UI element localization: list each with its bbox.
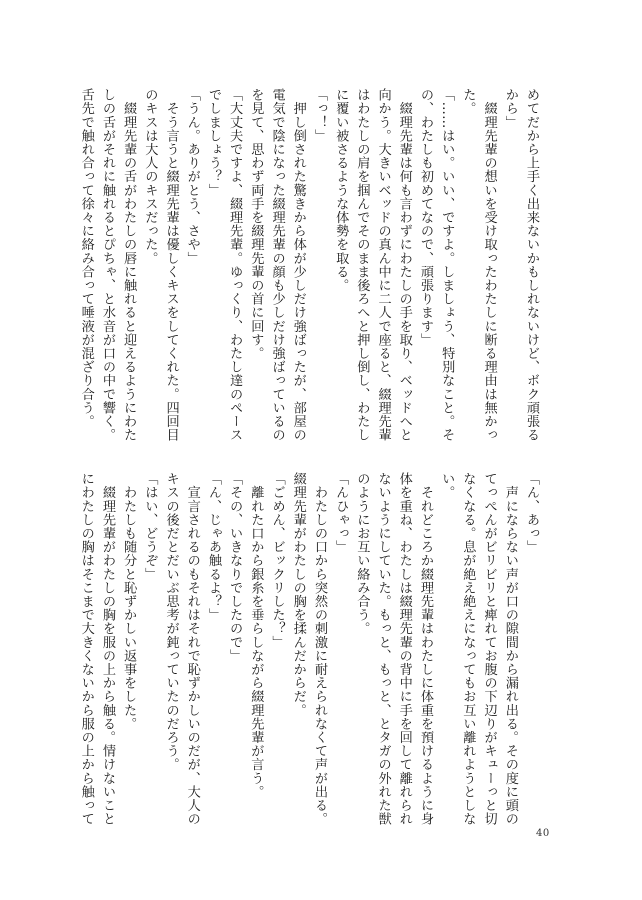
text-line: 「ん、じゃあ触るよ？」 bbox=[205, 472, 221, 622]
page-number: 40 bbox=[536, 828, 550, 839]
text-line: を見て、思わず両手を綴理先輩の首に回す。 bbox=[248, 88, 264, 360]
text-line: しの舌がそれに触れるとぴちゃ、と水音が口の中で響く。 bbox=[99, 88, 115, 442]
text-line: キスの後だとだいぶ思考が鈍っていたのだろう。 bbox=[163, 472, 179, 772]
text-line: ないようにしていた。もっと、もっと、とタガの外れた獣 bbox=[375, 472, 391, 826]
text-line: 「っ！」 bbox=[311, 88, 327, 143]
text-line: 声にならない声が口の隙間から漏れ出る。その度に頭の bbox=[502, 472, 518, 826]
text-line: 綴理先輩がわたしの胸を揉んだからだ。 bbox=[290, 472, 306, 717]
text-line: 「大丈夫ですよ、綴理先輩。ゆっくり、わたし達のペース bbox=[227, 88, 243, 442]
text-line: 舌先で触れ合って徐々に絡み合って唾液が混ざり合う。 bbox=[78, 88, 94, 428]
text-line: 綴理先輩の想いを受け取ったわたしに断る理由は無かっ bbox=[481, 88, 497, 442]
text-line: 綴理先輩の舌がわたしの唇に触れると迎えるようにわた bbox=[121, 88, 137, 442]
text-line: 「……はい。いい、ですよ。しましょう、特別なこと。そ bbox=[439, 88, 455, 442]
text-line: 押し倒された驚きから体が少しだけ強ばったが、部屋の bbox=[290, 88, 306, 442]
text-block-bottom bbox=[78, 472, 542, 826]
text-line: た。 bbox=[460, 88, 476, 116]
text-line: に覆い被さるような体勢を取る。 bbox=[333, 88, 349, 292]
text-line: 「その、いきなりでしたので」 bbox=[227, 472, 243, 663]
text-line: なくなる。息が絶え絶えになってもお互い離れようとしな bbox=[460, 472, 476, 826]
text-line: てっぺんがビリビリと痺れてお腹の下辺りがキューっと切 bbox=[481, 472, 497, 826]
text-line: 「ん、あっ」 bbox=[524, 472, 539, 554]
text-line: にわたしの胸はそこまで大きくないから服の上から触って bbox=[78, 472, 94, 826]
text-line: 「んひゃっ」 bbox=[333, 472, 349, 554]
text-line: の、わたしも初めてなので、頑張ります」 bbox=[417, 88, 433, 347]
text-line: のようにお互い絡み合う。 bbox=[354, 472, 370, 636]
text-line: はわたしの肩を掴んでそのまま後ろへと押し倒し、わたし bbox=[354, 88, 370, 442]
text-line: い。 bbox=[439, 472, 455, 500]
text-line: そう言うと綴理先輩は優しくキスをしてくれた。四回目 bbox=[163, 88, 179, 442]
text-line: 「ごめん、ビックリした？」 bbox=[269, 472, 285, 649]
text-line: から」 bbox=[502, 88, 518, 129]
text-line: それどころか綴理先輩はわたしに体重を預けるように身 bbox=[417, 472, 433, 826]
text-line: 宣言されるのもそれはそれで恥ずかしいのだが、大人の bbox=[184, 472, 200, 826]
text-line: 向かう。大きいベッドの真ん中に二人で座ると、綴理先輩 bbox=[375, 88, 391, 442]
text-line: わたしの口から突然の刺激に耐えられなくて声が出る。 bbox=[311, 472, 327, 826]
text-line: わたしも随分と恥ずかしい返事をした。 bbox=[121, 472, 137, 731]
text-line: 「うん。ありがとう、さや」 bbox=[184, 88, 200, 265]
text-line: のキスは大人のキスだった。 bbox=[142, 88, 158, 265]
text-line: 綴理先輩がわたしの胸を服の上から触る。情けないこと bbox=[99, 472, 115, 826]
text-line: 「はい、どうぞ」 bbox=[142, 472, 158, 581]
text-line: 電気で陰になった綴理先輩の顔も少しだけ強ばっているの bbox=[269, 88, 285, 442]
text-line: 離れた口から銀糸を垂らしながら綴理先輩が言う。 bbox=[248, 472, 264, 799]
text-line: めてだから上手く出来ないかもしれないけど、ボク頑張る bbox=[524, 88, 539, 442]
text-line: 体を重ね、わたしは綴理先輩の背中に手を回して離れられ bbox=[396, 472, 412, 826]
text-line: でしましょう？」 bbox=[205, 88, 221, 197]
text-block-top bbox=[78, 88, 542, 442]
text-line: 綴理先輩は何も言わずにわたしの手を取り、ベッドへと bbox=[396, 88, 412, 442]
